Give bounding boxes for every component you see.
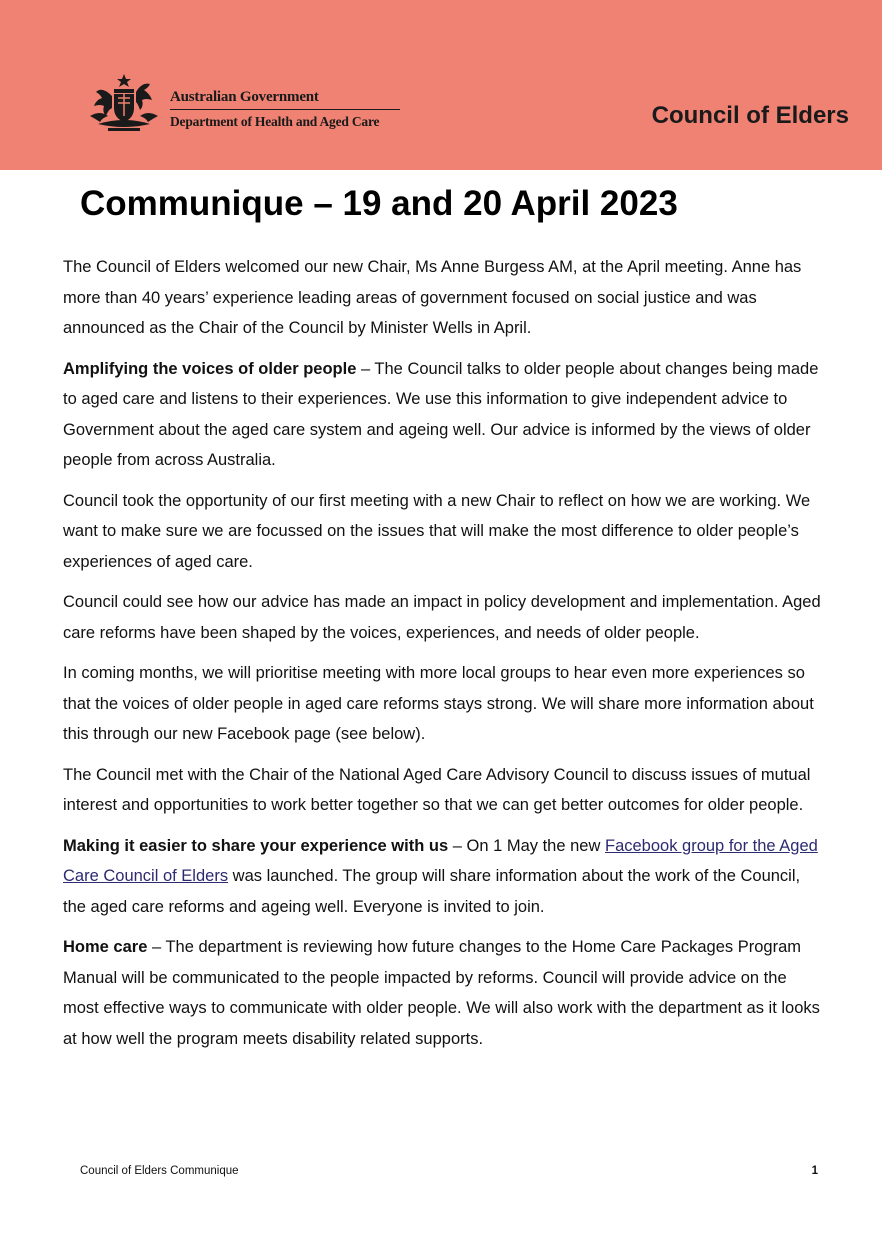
page-title: Communique – 19 and 20 April 2023 (80, 184, 678, 223)
section-heading: Amplifying the voices of older people (63, 359, 357, 378)
paragraph-advice-impact: Council could see how our advice has made an impact in policy development and implementation. Aged care reforms have been shaped by the voices, experiences, and needs of older people. (63, 593, 821, 642)
paragraph-share-experience (63, 831, 823, 923)
paragraph-text: was launched. The group will share information about the work of the Council, the aged care reforms and ageing well. Everyone is invited to join. (63, 867, 801, 916)
paragraph-new-chair: The Council of Elders welcomed our new Chair, Ms Anne Burgess AM, at the April meeting. Anne has more than 40 years’ experience leading areas of government focused on social justice and was announced as the Chair of the Council by Minister Wells in April. (63, 258, 802, 337)
paragraph-text: – On 1 May the new (448, 836, 605, 855)
paragraph-coming-months: In coming months, we will prioritise meeting with more local groups to hear even more experiences so that the voices of older people in aged care reforms stays strong. We will share more information about this through our new Facebook page (see below). (63, 664, 814, 743)
paragraph-reflection: Council took the opportunity of our first meeting with a new Chair to reflect on how we are working. We want to make sure we are focussed on the issues that will make the most difference to older people’s experiences of aged care. (63, 491, 811, 571)
paragraph-home-care (63, 932, 823, 1054)
council-title: Council of Elders (651, 102, 849, 129)
section-heading: Home care (63, 938, 148, 956)
paragraph-text: – The department is reviewing how future changes to the Home Care Packages Program Manual will be communicated to the people impacted by reforms. Council will provide advice on the most effective ways to communicate with older people. We will also work with the department as it looks at how well the program meets disability related supports. (63, 938, 820, 1048)
government-logo-text (170, 88, 400, 131)
footer-label: Council of Elders Communique (80, 1165, 239, 1177)
coat-of-arms-icon (84, 72, 164, 134)
document-body (63, 252, 823, 1064)
page-number: 1 (811, 1165, 818, 1177)
government-name: Australian Government (170, 88, 400, 110)
paragraph-amplifying-voices (63, 354, 823, 476)
paragraph-nacac-meeting: The Council met with the Chair of the National Aged Care Advisory Council to discuss issues of mutual interest and opportunities to work better together so that we can get better outcomes for older people. (63, 765, 811, 814)
facebook-group-link[interactable]: Facebook group for the Aged Care Council of Elders (63, 836, 818, 885)
section-heading: Making it easier to share your experience with us (63, 836, 449, 855)
department-name: Department of Health and Aged Care (170, 114, 380, 129)
header-band (0, 0, 882, 170)
paragraph-text: – The Council talks to older people about changes being made to aged care and listens to their experiences. We use this information to give independent advice to Government about the aged care system and ageing well. Our advice is informed by the views of older people from across Australia. (63, 359, 819, 469)
